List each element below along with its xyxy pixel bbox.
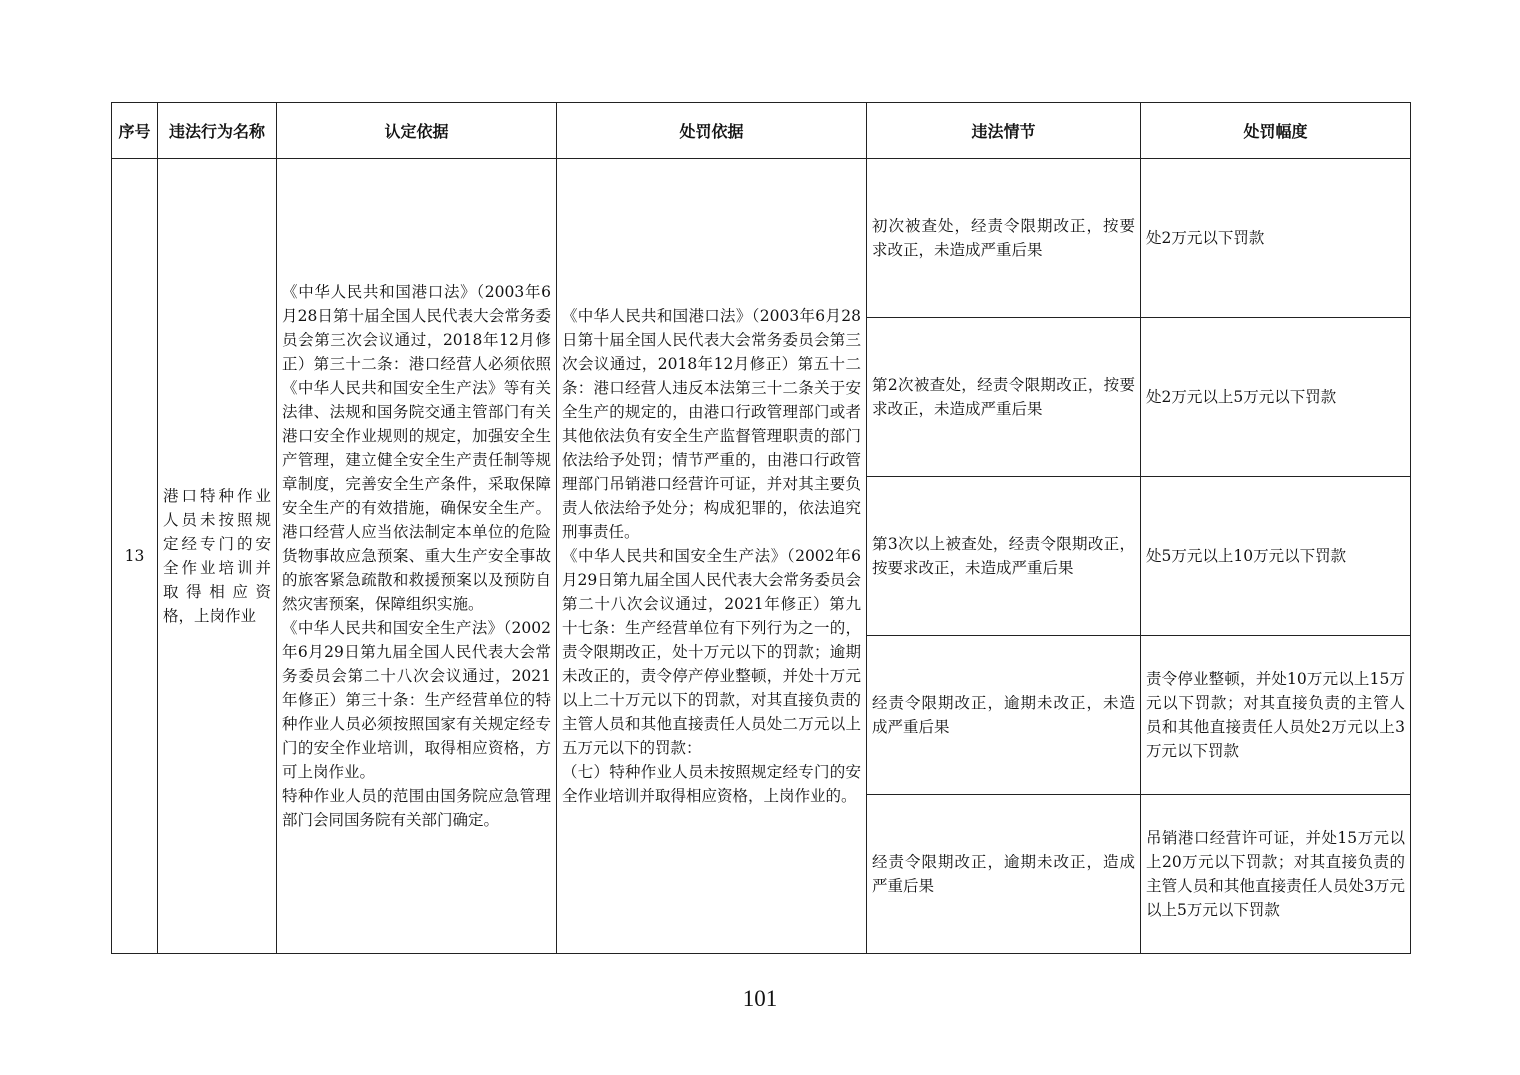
header-circumstance: 违法情节 bbox=[867, 103, 1141, 159]
row-number: 13 bbox=[112, 159, 158, 954]
penalty-range-cell: 处2万元以下罚款 bbox=[1141, 159, 1411, 318]
penalty-basis-paragraph: 《中华人民共和国安全生产法》（2002年6月29日第九届全国人民代表大会常务委员会第二十八次会议通过，2021年修正）第九十七条：生产经营单位有下列行为之一的，责令限期改正，处十万元以下的罚款；逾期未改正的，责令停产停业整顿，并处十万元以上二十万元以下的罚款，对其直接负责的主管人员和其他直接责任人员处二万元以上五万元以下的罚款： bbox=[562, 547, 861, 757]
circumstance-cell: 初次被查处，经责令限期改正，按要求改正，未造成严重后果 bbox=[867, 159, 1141, 318]
page-number: 101 bbox=[742, 986, 778, 1011]
penalty-basis-paragraph: 《中华人民共和国港口法》（2003年6月28日第十届全国人民代表大会常务委员会第三次会议通过，2018年12月修正）第五十二条：港口经营人违反本法第三十二条关于安全生产的规定的，由港口行政管理部门或者其他依法负有安全生产监督管理职责的部门依法给予处罚；情节严重的，由港口行政管理部门吊销港口经营许可证，并对其主要负责人依法给予处分；构成犯罪的，依法追究刑事责任。 bbox=[562, 307, 861, 541]
penalty-range-cell: 处2万元以上5万元以下罚款 bbox=[1141, 318, 1411, 477]
circumstance-cell: 第3次以上被查处，经责令限期改正，按要求改正，未造成严重后果 bbox=[867, 477, 1141, 636]
header-identification-basis: 认定依据 bbox=[277, 103, 557, 159]
identification-basis-paragraph: 《中华人民共和国港口法》（2003年6月28日第十届全国人民代表大会常务委员会第三次会议通过，2018年12月修正）第三十二条：港口经营人必须依照《中华人民共和国安全生产法》等有关法律、法规和国务院交通主管部门有关港口安全作业规则的规定，加强安全生产管理，建立健全安全生产责任制等规章制度，完善安全生产条件，采取保障安全生产的有效措施，确保安全生产。港口经营人应当依法制定本单位的危险货物事故应急预案、重大生产安全事故的旅客紧急疏散和救援预案以及预防自然灾害预案，保障组织实施。 bbox=[282, 283, 551, 613]
penalty-range-cell: 处5万元以上10万元以下罚款 bbox=[1141, 477, 1411, 636]
penalty-range-cell: 吊销港口经营许可证，并处15万元以上20万元以下罚款；对其直接负责的主管人员和其他直接责任人员处3万元以上5万元以下罚款 bbox=[1141, 795, 1411, 954]
table-row bbox=[112, 159, 1411, 318]
circumstance-cell: 经责令限期改正，逾期未改正，未造成严重后果 bbox=[867, 636, 1141, 795]
penalty-basis bbox=[557, 159, 867, 954]
circumstance-cell: 第2次被查处，经责令限期改正，按要求改正，未造成严重后果 bbox=[867, 318, 1141, 477]
circumstance-cell: 经责令限期改正，逾期未改正，造成严重后果 bbox=[867, 795, 1141, 954]
header-penalty-range: 处罚幅度 bbox=[1141, 103, 1411, 159]
header-penalty-basis: 处罚依据 bbox=[557, 103, 867, 159]
penalty-range-cell: 责令停业整顿，并处10万元以上15万元以下罚款；对其直接负责的主管人员和其他直接责任人员处2万元以上3万元以下罚款 bbox=[1141, 636, 1411, 795]
identification-basis-paragraph: 特种作业人员的范围由国务院应急管理部门会同国务院有关部门确定。 bbox=[282, 787, 551, 829]
violation-name: 港口特种作业人员未按照规定经专门的安全作业培训并取得相应资格，上岗作业 bbox=[158, 159, 277, 954]
table-header-row bbox=[112, 103, 1411, 159]
header-number: 序号 bbox=[112, 103, 158, 159]
header-violation-name: 违法行为名称 bbox=[158, 103, 277, 159]
identification-basis bbox=[277, 159, 557, 954]
penalty-standard-table bbox=[111, 102, 1411, 954]
penalty-basis-paragraph: （七）特种作业人员未按照规定经专门的安全作业培训并取得相应资格，上岗作业的。 bbox=[562, 763, 861, 805]
identification-basis-paragraph: 《中华人民共和国安全生产法》（2002年6月29日第九届全国人民代表大会常务委员会第二十八次会议通过，2021年修正）第三十条：生产经营单位的特种作业人员必须按照国家有关规定经专门的安全作业培训，取得相应资格，方可上岗作业。 bbox=[282, 619, 551, 781]
